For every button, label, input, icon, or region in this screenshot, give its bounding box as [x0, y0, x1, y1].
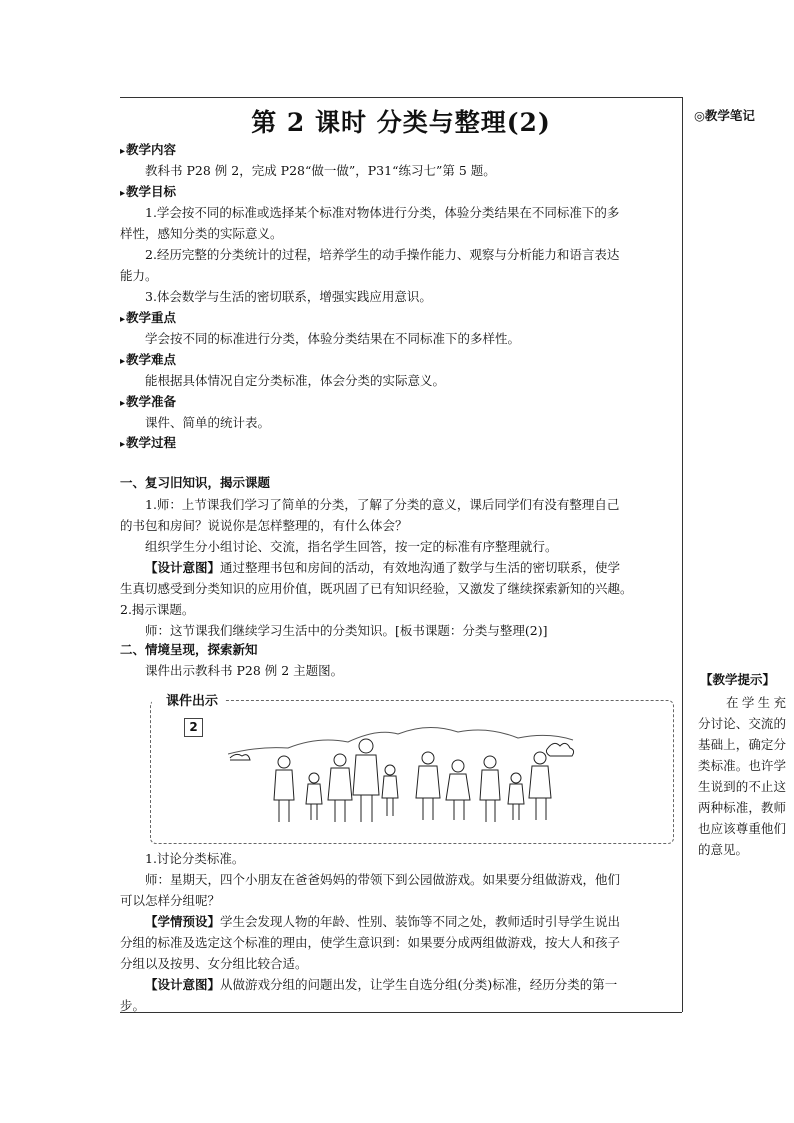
part1-line-2: 组织学生分小组讨论、交流，指名学生回答，按一定的标准有序整理就行。 — [145, 539, 558, 554]
top-rule — [120, 97, 682, 98]
key-text: 学会按不同的标准进行分类，体验分类结果在不同标准下的多样性。 — [145, 331, 521, 346]
goal-1-line-2: 样性，感知分类的实际意义。 — [120, 226, 283, 241]
design-text-2: 从做游戏分组的问题出发，让学生自选分组(分类)标准，经历分类的第一 — [220, 977, 618, 992]
part2-preset-c: 分组以及按男、女分组比较合适。 — [120, 956, 308, 971]
part2-design-a — [120, 974, 678, 995]
heading-difficulty: ▸ 教学难点 — [120, 350, 176, 372]
heading-content: ▸ 教学内容 — [120, 140, 176, 162]
courseware-tag: 课件出示 — [152, 690, 224, 709]
preset-tag: 【学情预设】 — [145, 914, 221, 929]
goal-3: 3.体会数学与生活的密切联系，增强实践应用意识。 — [145, 289, 432, 304]
design-intent-tag-2: 【设计意图】 — [145, 977, 221, 992]
part2-step-2a: 师：星期天，四个小朋友在爸爸妈妈的带领下到公园做游戏。如果要分组做游戏，他们 — [145, 872, 621, 887]
part1-line-1a: 1.师：上节课我们学习了简单的分类，了解了分类的意义，课后同学们有没有整理自己 — [145, 497, 620, 512]
teaching-tip-body: 在学生充分讨论、交流的基础上，确定分类标准。也许学生说到的不止这两种标准，教师也应该尊重他们的意见。 — [698, 695, 786, 857]
content-text: 教科书 P28 例 2，完成 P28“做一做”，P31“练习七”第 5 题。 — [145, 163, 496, 178]
side-note-header: ◎教学笔记 — [694, 108, 755, 123]
goal-2-line-1: 2.经历完整的分类统计的过程，培养学生的动手操作能力、观察与分析能力和语言表达 — [145, 247, 620, 262]
part1-design-1b: 生真切感受到分类知识的应用价值，既巩固了已有知识经验，又激发了继续探索新知的兴趣。 — [120, 581, 633, 596]
heading-preparation: ▸ 教学准备 — [120, 392, 176, 414]
part1-line-4: 师：这节课我们继续学习生活中的分类知识。[板书课题：分类与整理(2)] — [145, 623, 548, 638]
part2-step-1: 1.讨论分类标准。 — [145, 851, 245, 866]
design-text: 通过整理书包和房间的活动，有效地沟通了数学与生活的密切联系，使学 — [220, 560, 621, 575]
margin-divider — [682, 97, 683, 1012]
page-title: 第 2 课时 分类与整理(2) — [251, 108, 551, 137]
part1-design-1a — [120, 557, 678, 578]
part1-heading: 一、复习旧知识，揭示课题 — [120, 475, 271, 490]
part1-line-1b: 的书包和房间？说说你是怎样整理的，有什么体会？ — [120, 518, 408, 533]
part2-preset-b: 分组的标准及选定这个标准的理由，使学生意识到：如果要分成两组做游戏，按大人和孩子 — [120, 935, 621, 950]
example-number: 2 — [184, 718, 203, 737]
part2-preset-a — [120, 911, 678, 932]
goal-2-line-2: 能力。 — [120, 268, 158, 283]
part2-heading: 二、情境呈现，探索新知 — [120, 642, 258, 657]
teaching-tip-title: 【教学提示】 — [700, 672, 776, 687]
part2-step-2b: 可以怎样分组呢？ — [120, 893, 221, 908]
heading-key: ▸ 教学重点 — [120, 308, 176, 330]
heading-process: ▸ 教学过程 — [120, 433, 176, 455]
goal-1-line-1: 1.学会按不同的标准或选择某个标准对物体进行分类，体验分类结果在不同标准下的多 — [145, 205, 620, 220]
part2-design-b: 步。 — [120, 998, 146, 1013]
part1-line-3: 2.揭示课题。 — [120, 602, 195, 617]
heading-goals: ▸ 教学目标 — [120, 182, 176, 204]
part2-line-1: 课件出示教科书 P28 例 2 主题图。 — [145, 663, 344, 678]
park-scene-illustration — [228, 718, 588, 828]
preparation-text: 课件、简单的统计表。 — [145, 415, 271, 430]
difficulty-text: 能根据具体情况自定分类标准，体会分类的实际意义。 — [145, 373, 446, 388]
design-intent-tag: 【设计意图】 — [145, 560, 221, 575]
preset-text: 学生会发现人物的年龄、性别、装饰等不同之处，教师适时引导学生说出 — [220, 914, 621, 929]
